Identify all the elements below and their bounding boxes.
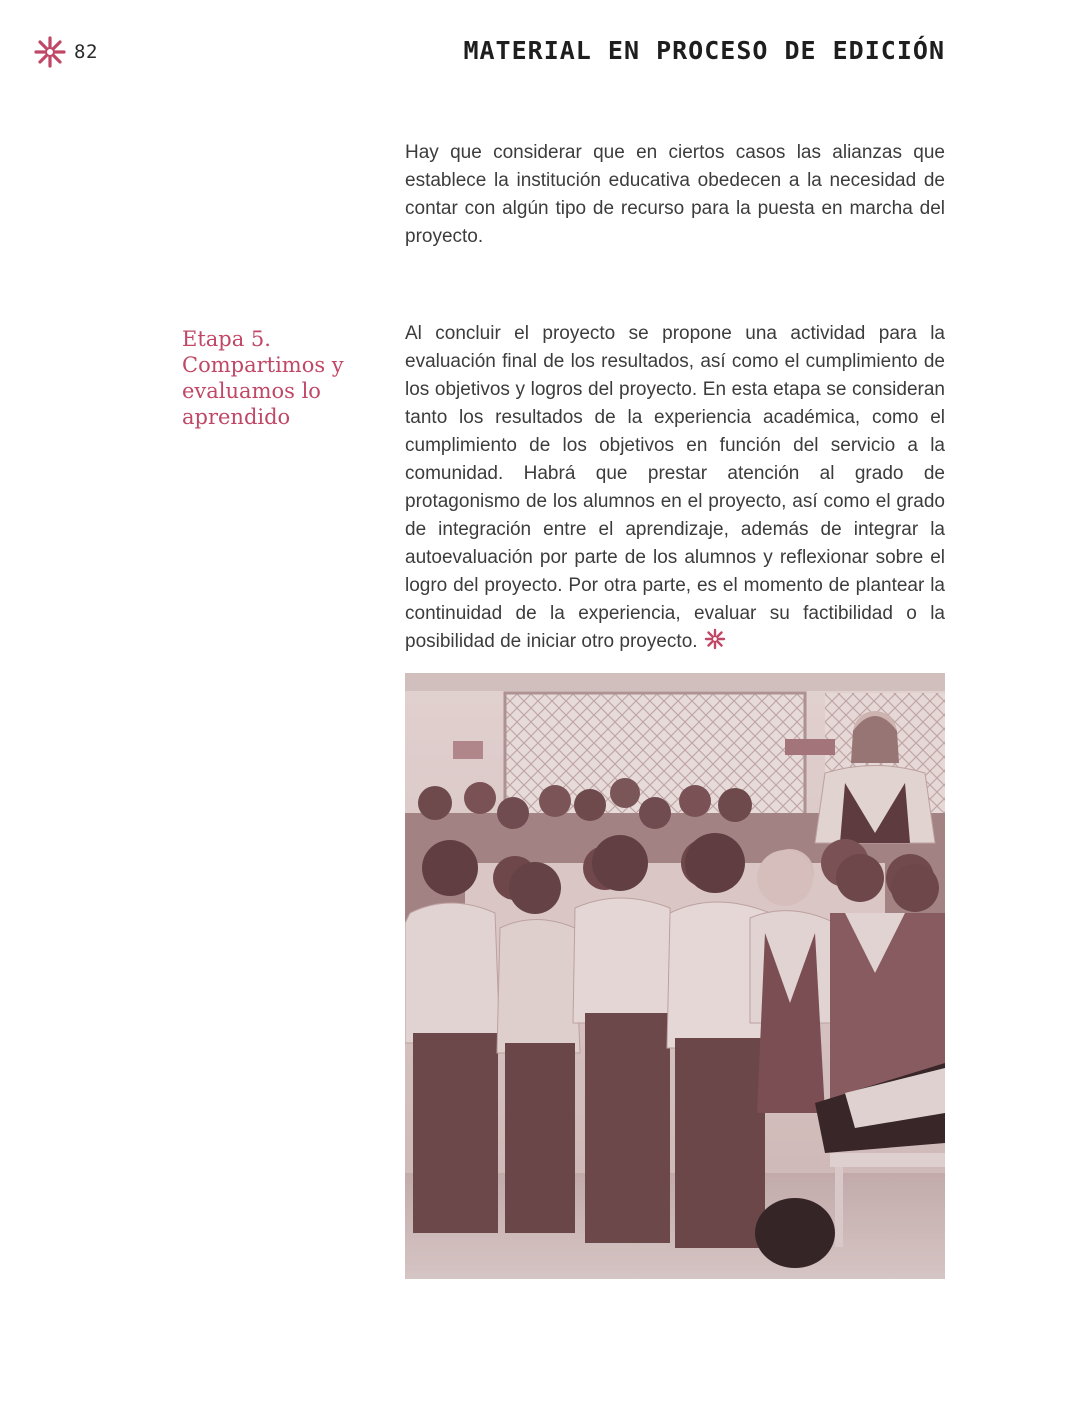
section-heading-line: Etapa 5. — [182, 327, 271, 351]
section-heading-line: Compartimos y — [182, 353, 344, 377]
section-heading-line: aprendido — [182, 405, 291, 429]
school-children-photo — [405, 673, 945, 1279]
asterisk-flower-icon — [34, 36, 66, 68]
page-header-left — [34, 36, 98, 68]
photo-illustration — [405, 673, 945, 1279]
body-paragraph-2-text: Al concluir el proyecto se propone una actividad para la evaluación final de los resultados, así como el cumplimiento de los objetivos y logros del proyecto. En esta etapa se consideran tanto los resultados de la experiencia académica, como el cumplimiento de los objetivos en función del servicio a la comunidad. Habrá que prestar atención al grado de protagonismo de los alumnos en el proyecto, así como el grado de integración entre el aprendizaje, además de integrar la autoevaluación por parte de los alumnos y reflexionar sobre el logro del proyecto. Por otra parte, es el momento de plantear la continuidad de la experiencia, evaluar su factibilidad o la posibilidad de iniciar otro proyecto. — [405, 323, 945, 652]
end-mark-asterisk-icon — [704, 628, 726, 650]
running-header: MATERIAL EN PROCESO DE EDICIÓN — [463, 36, 945, 65]
body-paragraph-1: Hay que considerar que en ciertos casos las alianzas que establece la institución educativa obedecen a la necesidad de contar con algún tipo de recurso para la puesta en marcha del proyecto. — [405, 142, 945, 247]
section-heading — [182, 326, 382, 430]
section-heading-line: evaluamos lo — [182, 379, 321, 403]
body-paragraph-2 — [405, 320, 945, 656]
page-number: 82 — [74, 41, 98, 63]
